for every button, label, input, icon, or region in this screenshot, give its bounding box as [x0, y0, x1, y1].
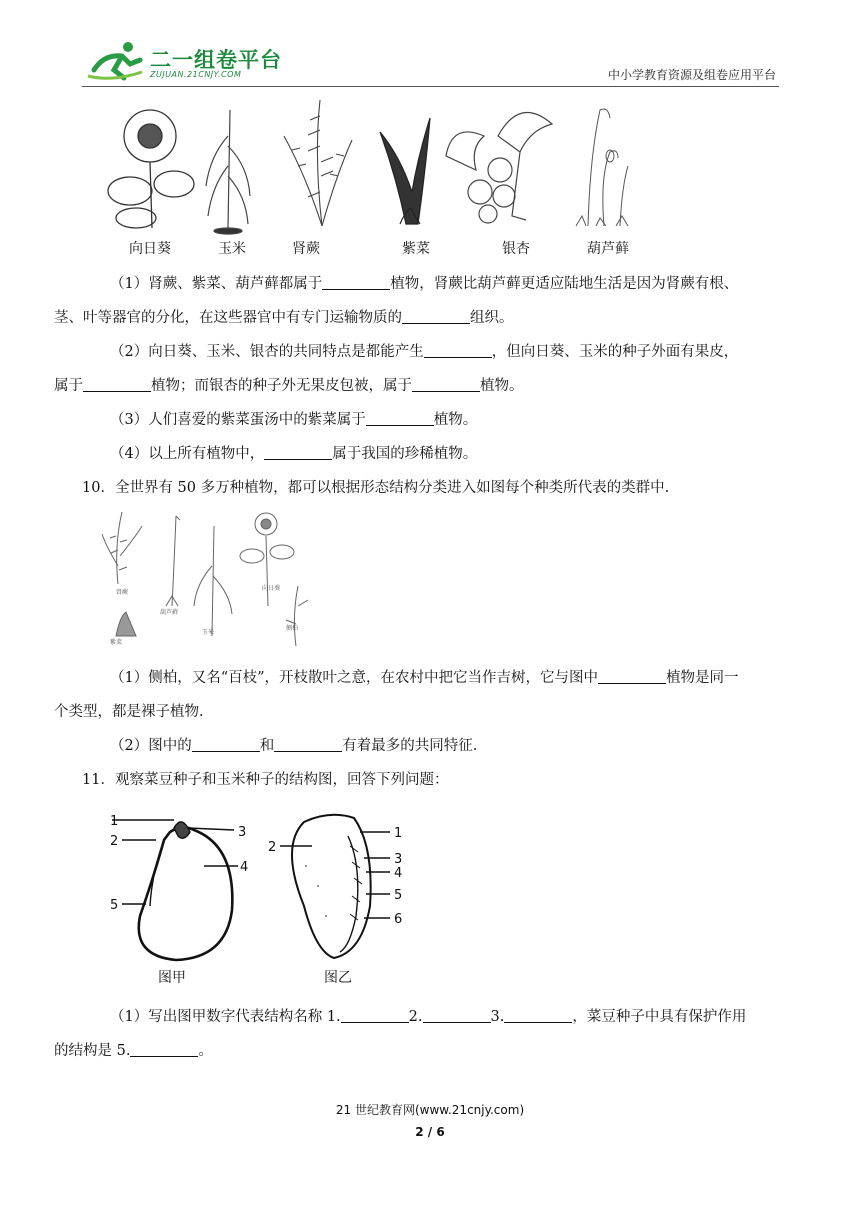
answer-blank[interactable]	[130, 1042, 198, 1057]
figA-number-2: 2	[110, 834, 119, 849]
ginkgo-drawing	[446, 112, 552, 223]
logo-subtext: ZUJUAN.21CNJY.COM	[150, 70, 242, 79]
answer-blank[interactable]	[366, 411, 434, 426]
answer-blank[interactable]	[274, 737, 342, 752]
fig2-label-fern: 肾蕨	[116, 589, 129, 596]
figB-number-4: 4	[394, 866, 403, 881]
fig2-label-sunflower: 向日葵	[262, 585, 281, 592]
figA-number-3: 3	[238, 825, 247, 840]
header-divider	[82, 86, 779, 87]
sunflower-drawing	[108, 110, 194, 228]
fig2-label-moss: 葫芦藓	[160, 609, 179, 616]
answer-blank[interactable]	[341, 1008, 409, 1023]
seed-structure-figure	[104, 806, 414, 986]
q10-part1: （1）侧柏，又名“百枝”，开枝散叶之意，在农村中把它当作吉树，它与图中 植物是同一 个类型，都是裸子植物.	[54, 670, 739, 720]
figA-number-5: 5	[110, 898, 119, 913]
corn-drawing	[206, 110, 250, 234]
answer-blank[interactable]	[423, 1008, 491, 1023]
fern-drawing	[284, 100, 352, 226]
plant-label-fern: 肾蕨	[292, 241, 320, 257]
figB-number-2: 2	[268, 840, 277, 855]
figB-number-6: 6	[394, 912, 403, 927]
answer-blank[interactable]	[402, 309, 470, 324]
answer-blank[interactable]	[322, 275, 390, 290]
answer-blank[interactable]	[598, 669, 666, 684]
answer-blank[interactable]	[192, 737, 260, 752]
fig2-label-laver: 紫菜	[110, 639, 123, 646]
logo-runner-icon	[84, 40, 146, 82]
figB-number-3: 3	[394, 852, 403, 867]
logo-text: 二一组卷平台	[150, 48, 282, 72]
figB-caption: 图乙	[324, 970, 352, 986]
q9-part3: （3）人们喜爱的紫菜蛋汤中的紫菜属于 植物。	[110, 412, 478, 428]
plant-label-sunflower: 向日葵	[129, 241, 171, 257]
laver-drawing	[380, 118, 430, 224]
header-platform-name: 中小学教育资源及组卷应用平台	[607, 68, 776, 82]
q9-part2: （2）向日葵、玉米、银杏的共同特点是都能产生 ，但向日葵、玉米的种子外面有果皮， 属于 植物；而银杏的种子外无果皮包被，属于 植物。	[54, 344, 739, 394]
figA-number-4: 4	[240, 860, 249, 875]
answer-blank[interactable]	[412, 377, 480, 392]
figB-number-5: 5	[394, 888, 403, 903]
answer-blank[interactable]	[83, 377, 151, 392]
fig2-label-platycladus: 侧柏	[286, 625, 299, 632]
q11-part1: （1）写出图甲数字代表结构名称 1. 2. 3. ，菜豆种子中具有保护作用 的结构是 5. 。	[54, 1009, 747, 1059]
q10-part2: （2）图中的 和 有着最多的共同特征.	[110, 738, 478, 754]
page-number: 2 / 6	[415, 1125, 445, 1139]
figA-caption: 图甲	[158, 970, 186, 986]
q11-stem: 11．观察菜豆种子和玉米种子的结构图，回答下列问题：	[82, 772, 449, 788]
moss-drawing	[576, 109, 628, 226]
figB-number-1: 1	[394, 826, 403, 841]
fig2-label-corn: 玉米	[202, 629, 215, 636]
plant-label-ginkgo: 银杏	[502, 241, 530, 257]
answer-blank[interactable]	[424, 343, 492, 358]
figA-number-1: 1	[110, 814, 119, 829]
answer-blank[interactable]	[504, 1008, 572, 1023]
plant-label-laver: 紫菜	[402, 241, 430, 257]
plant-label-corn: 玉米	[218, 241, 246, 257]
footer-site: 21 世纪教育网(www.21cnjy.com)	[335, 1103, 525, 1117]
answer-blank[interactable]	[264, 445, 332, 460]
q9-part4: （4）以上所有植物中， 属于我国的珍稀植物。	[110, 446, 478, 462]
plant-groups-figure	[96, 506, 326, 654]
plants-figure	[100, 96, 650, 264]
q9-part1: （1）肾蕨、紫菜、葫芦藓都属于 植物，肾蕨比葫芦藓更适应陆地生活是因为肾蕨有根、 茎、叶等器官的分化，在这些器官中有专门运输物质的 组织。	[54, 276, 739, 326]
plant-label-moss: 葫芦藓	[587, 241, 629, 257]
q10-stem: 10．全世界有 50 多万种植物，都可以根据形态结构分类进入如图每个种类所代表的类群中.	[82, 480, 670, 496]
